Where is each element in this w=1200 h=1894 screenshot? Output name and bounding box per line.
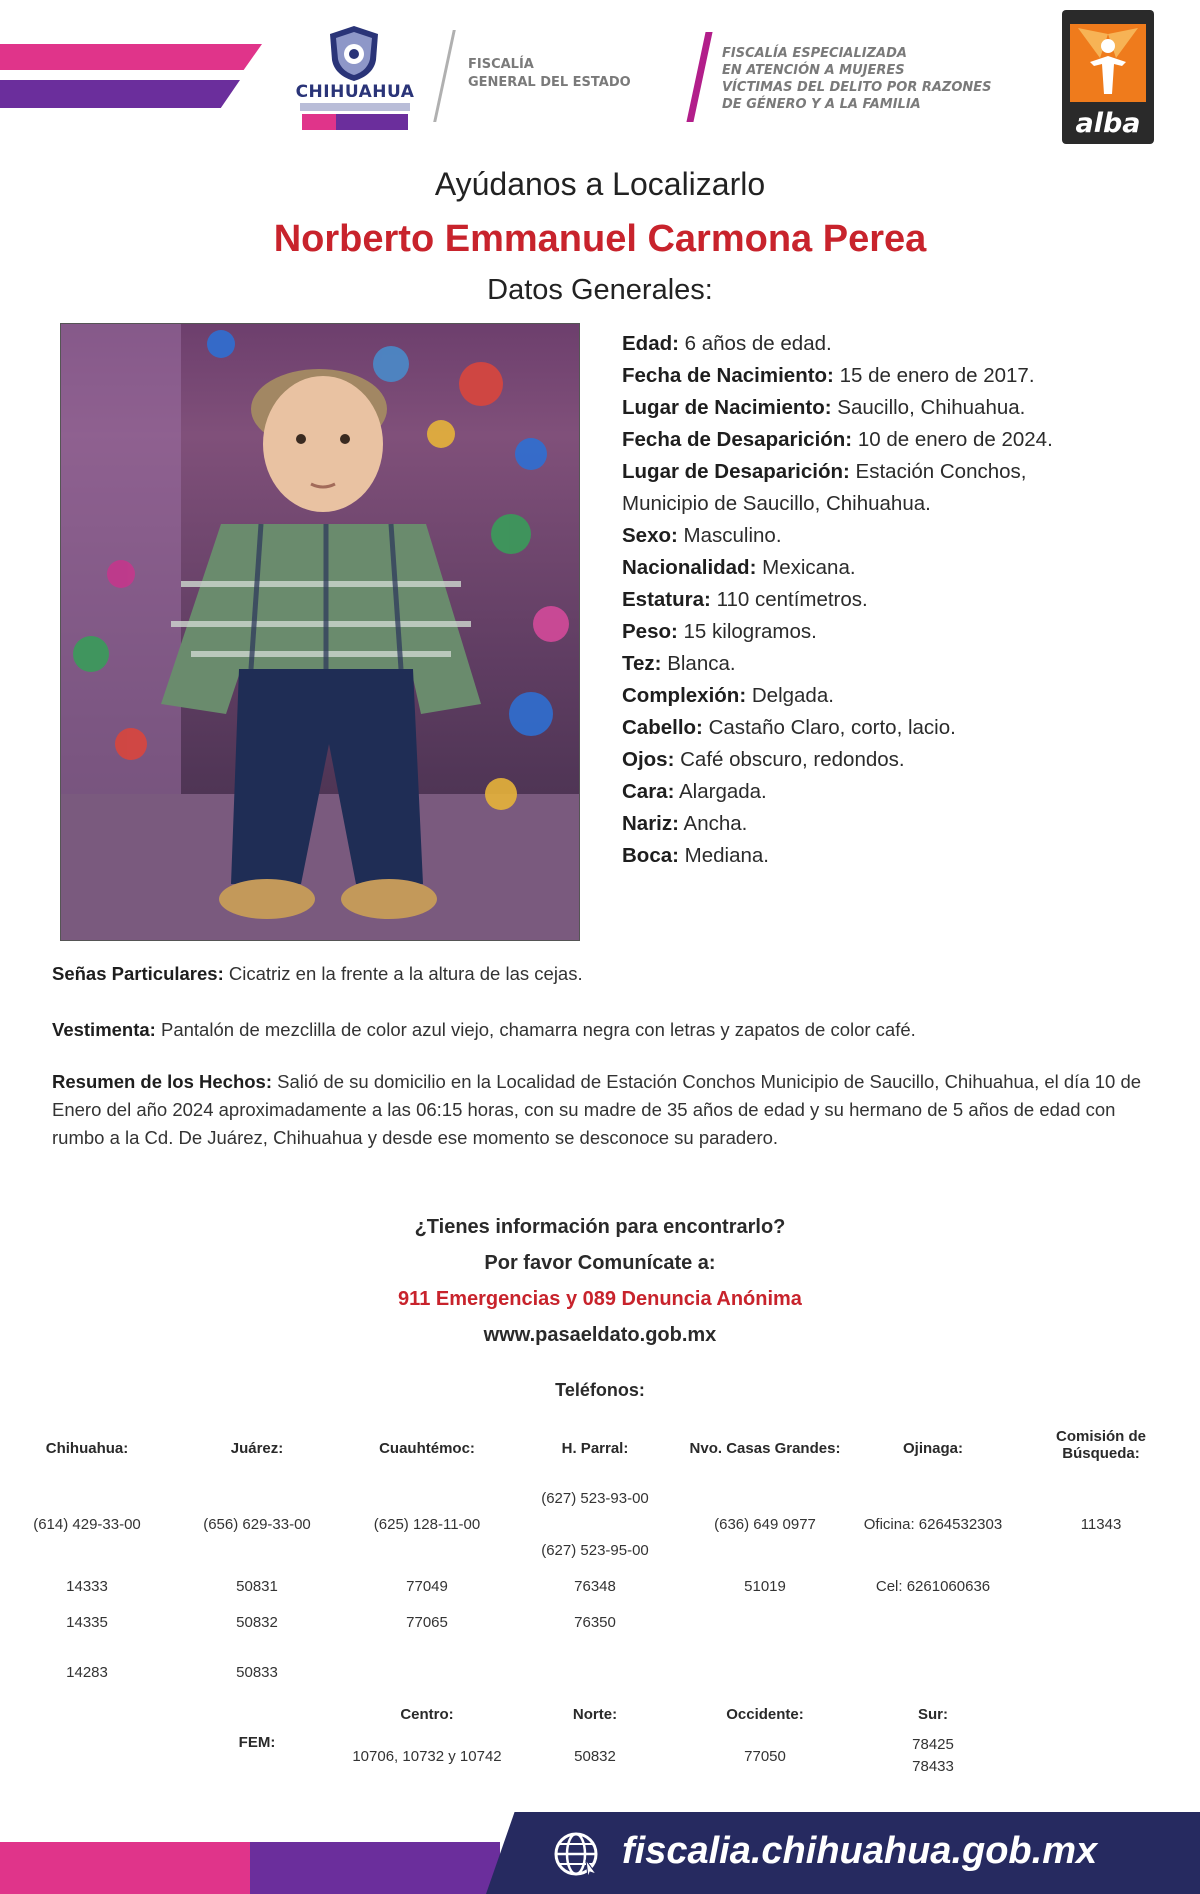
fem-norte-numbers: 50832 <box>574 1748 616 1765</box>
fem-sur-number-2: 78433 <box>912 1758 954 1775</box>
data-row-ojos: Ojos: Café obscuro, redondos. <box>622 748 905 771</box>
phone-header-cuauhtemoc: Cuauhtémoc: <box>379 1440 475 1457</box>
section-title: Datos Generales: <box>487 274 713 306</box>
data-row-sexo: Sexo: Masculino. <box>622 524 782 547</box>
chihuahua-shield-logo <box>328 24 380 82</box>
website-link[interactable]: www.pasaeldato.gob.mx <box>483 1324 717 1346</box>
ext-casas-grandes-1: 51019 <box>744 1578 786 1595</box>
data-row-nariz: Nariz: Ancha. <box>622 812 748 835</box>
data-row-nacionalidad: Nacionalidad: Mexicana. <box>622 556 856 579</box>
ext-juarez-3: 50833 <box>236 1664 278 1681</box>
page-title: Ayúdanos a Localizarlo <box>434 166 766 202</box>
fem-occidente-numbers: 77050 <box>744 1748 786 1765</box>
phone-main-comision[interactable]: 11343 <box>1080 1516 1122 1533</box>
phone-main-chihuahua[interactable]: (614) 429-33-00 <box>33 1516 141 1533</box>
fiscalia-especializada-logo: FISCALÍA ESPECIALIZADA EN ATENCIÓN A MUJERES VÍCTIMAS DEL DELITO POR RAZONES DE GÉNERO Y A LA FAMILIA <box>722 46 992 112</box>
data-row-fecha-desaparicion: Fecha de Desaparición: 10 de enero de 2024. <box>622 428 1053 451</box>
contact-question: ¿Tienes información para encontrarlo? <box>414 1216 786 1238</box>
ext-parral-2: 76350 <box>574 1614 616 1631</box>
general-data-list <box>622 328 1182 872</box>
phone-header-comision: Comisión de Búsqueda: <box>1055 1428 1146 1462</box>
phone-header-chihuahua: Chihuahua: <box>45 1440 129 1457</box>
header-stripe-purple <box>0 80 240 108</box>
phone-header-casas-grandes: Nvo. Casas Grandes: <box>689 1440 841 1457</box>
data-row-lugar-nacimiento: Lugar de Nacimiento: Saucillo, Chihuahua. <box>622 396 1026 419</box>
chihuahua-logo-subline <box>300 103 410 111</box>
header-divider-magenta <box>686 32 712 122</box>
ext-chihuahua-3: 14283 <box>66 1664 108 1681</box>
phone-header-juarez: Juárez: <box>230 1440 284 1457</box>
fem-sur-number-1: 78425 <box>912 1736 954 1753</box>
phone-main-casas-grandes[interactable]: (636) 649 0977 <box>714 1516 816 1533</box>
data-row-complexion: Complexión: Delgada. <box>622 684 834 707</box>
contact-please: Por favor Comunícate a: <box>484 1252 716 1274</box>
missing-person-photo <box>60 323 580 941</box>
footer-stripe-purple <box>250 1842 500 1894</box>
chihuahua-logo-text: CHIHUAHUA <box>295 82 415 102</box>
data-row-fecha-nacimiento: Fecha de Nacimiento: 15 de enero de 2017. <box>622 364 1035 387</box>
ext-juarez-2: 50832 <box>236 1614 278 1631</box>
fiscalia-general-logo: FISCALÍA GENERAL DEL ESTADO <box>468 57 631 90</box>
ext-chihuahua-2: 14335 <box>66 1614 108 1631</box>
fem-zone-centro: Centro: <box>400 1706 454 1723</box>
data-row-peso: Peso: 15 kilogramos. <box>622 620 817 643</box>
ext-chihuahua-1: 14333 <box>66 1578 108 1595</box>
boy-photo-illustration <box>61 324 579 940</box>
data-row-lugar-desaparicion-cont: Municipio de Saucillo, Chihuahua. <box>622 492 931 515</box>
fem-zone-norte: Norte: <box>572 1706 618 1723</box>
footer-url-link[interactable]: fiscalia.chihuahua.gob.mx <box>622 1830 1098 1872</box>
data-row-estatura: Estatura: 110 centímetros. <box>622 588 868 611</box>
header-divider <box>433 30 456 122</box>
alba-person-icon <box>1070 24 1146 102</box>
phones-title: Teléfonos: <box>555 1380 645 1400</box>
ext-cuauhtemoc-1: 77049 <box>406 1578 448 1595</box>
ext-parral-1: 76348 <box>574 1578 616 1595</box>
header-stripe-pink <box>0 44 262 70</box>
ext-cuauhtemoc-2: 77065 <box>406 1614 448 1631</box>
resumen-hechos: Resumen de los Hechos: Salió de su domicilio en la Localidad de Estación Conchos Municipio de Saucillo, Chihuahua, el día 10 de Enero del año 2024 aproximadamente a las 06:15 horas, con su madre de 35 años de edad y su hermano de 5 años de edad con rumbo a la Cd. De Juárez, Chihuahua y desde ese momento se desconoce su paradero. <box>52 1071 1142 1148</box>
data-row-cara: Cara: Alargada. <box>622 780 767 803</box>
person-name: Norberto Emmanuel Carmona Perea <box>273 218 927 260</box>
phone-main-juarez[interactable]: (656) 629-33-00 <box>203 1516 311 1533</box>
chihuahua-logo-badges <box>302 114 412 130</box>
data-row-edad: Edad: 6 años de edad. <box>622 332 832 355</box>
globe-icon <box>552 1830 600 1878</box>
footer-stripe-pink <box>0 1842 250 1894</box>
data-row-boca: Boca: Mediana. <box>622 844 770 867</box>
senas-particulares: Señas Particulares: Cicatriz en la frente a la altura de las cejas. <box>52 963 583 984</box>
phone-header-ojinaga: Ojinaga: <box>902 1440 963 1457</box>
phone-cel-ojinaga[interactable]: Cel: 6261060636 <box>875 1578 991 1595</box>
vestimenta: Vestimenta: Pantalón de mezclilla de color azul viejo, chamarra negra con letras y zapatos de color café. <box>52 1019 916 1040</box>
fem-centro-numbers: 10706, 10732 y 10742 <box>352 1748 502 1765</box>
alba-logo-word: alba <box>1075 108 1141 139</box>
phone-main-parral-2[interactable]: (627) 523-95-00 <box>541 1542 649 1559</box>
ext-juarez-1: 50831 <box>236 1578 278 1595</box>
data-row-tez: Tez: Blanca. <box>622 652 736 675</box>
phone-main-ojinaga[interactable]: Oficina: 6264532303 <box>863 1516 1003 1533</box>
data-row-cabello: Cabello: Castaño Claro, corto, lacio. <box>622 716 956 739</box>
fem-zone-sur: Sur: <box>918 1706 948 1723</box>
data-row-lugar-desaparicion: Lugar de Desaparición: Estación Conchos, <box>622 460 1027 483</box>
fem-zone-occidente: Occidente: <box>726 1706 804 1723</box>
phone-main-parral-1[interactable]: (627) 523-93-00 <box>541 1490 649 1507</box>
fem-label: FEM: <box>238 1734 276 1751</box>
phone-main-cuauhtemoc[interactable]: (625) 128-11-00 <box>373 1516 481 1533</box>
alba-logo-emblem <box>1070 24 1146 102</box>
phone-header-parral: H. Parral: <box>561 1440 629 1457</box>
emergency-numbers: 911 Emergencias y 089 Denuncia Anónima <box>398 1288 802 1310</box>
